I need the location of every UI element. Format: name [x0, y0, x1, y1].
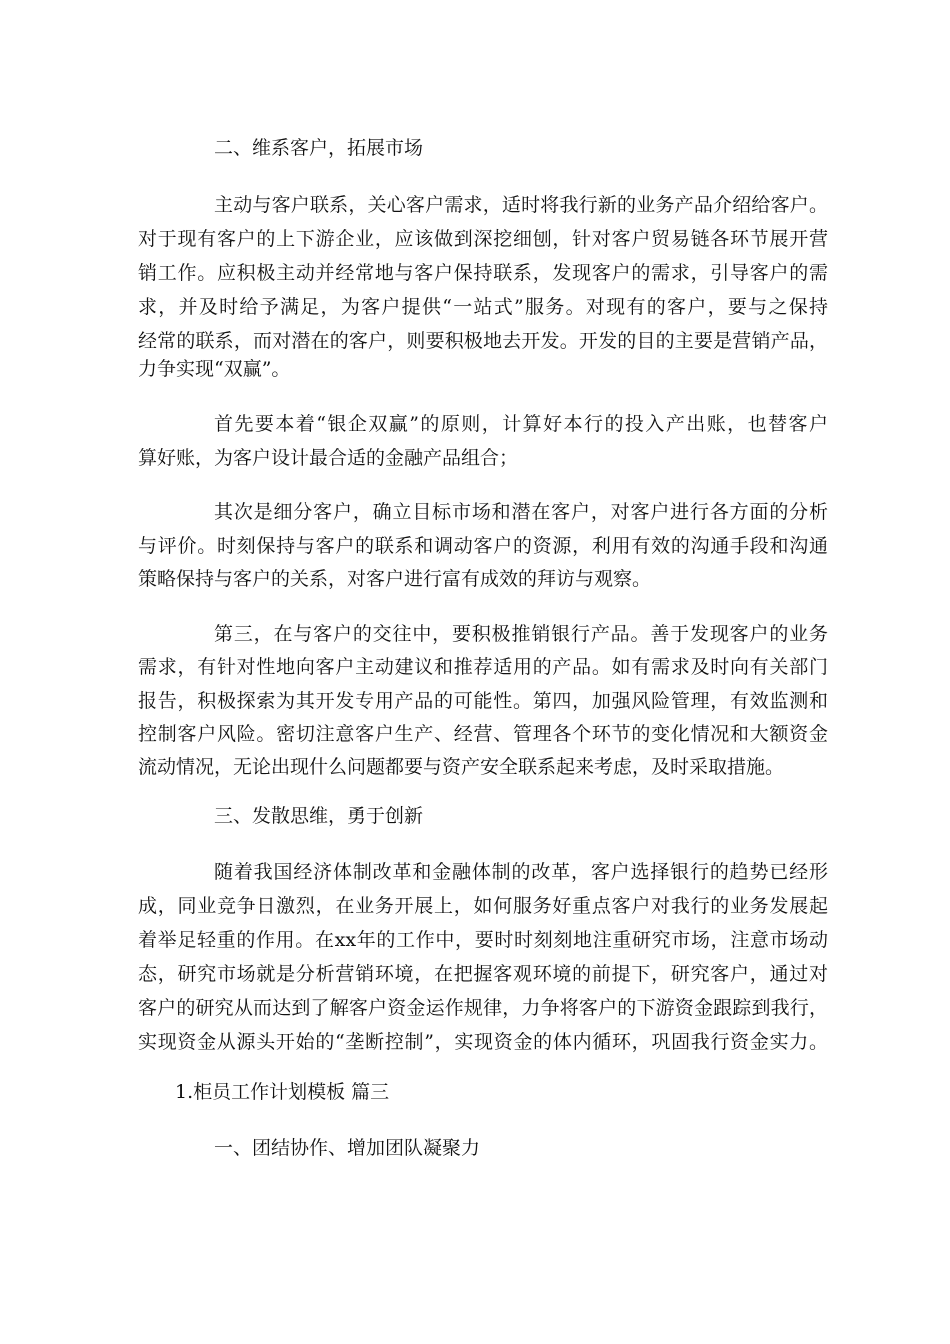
paragraph-line: 随着我国经济体制改革和金融体制的改革，客户选择银行的趋势已经形	[214, 861, 828, 883]
paragraph-line: 成，同业竞争日激烈，在业务开展上，如何服务好重点客户对我行的业务发展起	[138, 895, 828, 917]
section-heading: 二、维系客户，拓展市场	[214, 137, 424, 159]
paragraph-line: 对于现有客户的上下游企业，应该做到深挖细刨，针对客户贸易链各环节展开营	[138, 228, 828, 250]
paragraph-line: 力争实现“双赢”。	[138, 358, 291, 380]
paragraph-line: 需求，有针对性地向客户主动建议和推荐适用的产品。如有需求及时向有关部门	[138, 656, 828, 678]
paragraph-line: 与评价。时刻保持与客户的联系和调动客户的资源，利用有效的沟通手段和沟通	[138, 535, 828, 557]
paragraph-line: 策略保持与客户的关系，对客户进行富有成效的拜访与观察。	[138, 568, 652, 590]
paragraph-line: 求，并及时给予满足，为客户提供“一站式”服务。对现有的客户，要与之保持	[138, 296, 828, 318]
paragraph-line: 算好账，为客户设计最合适的金融产品组合；	[138, 447, 519, 469]
document-subtitle: 1.柜员工作计划模板 篇三	[175, 1081, 390, 1103]
paragraph-line: 控制客户风险。密切注意客户生产、经营、管理各个环节的变化情况和大额资金	[138, 723, 828, 745]
paragraph-line: 着举足轻重的作用。在xx年的工作中，要时时刻刻地注重研究市场，注意市场动	[138, 929, 828, 951]
paragraph-line: 其次是细分客户，确立目标市场和潜在客户，对客户进行各方面的分析	[214, 501, 828, 523]
paragraph-line: 报告，积极探索为其开发专用产品的可能性。第四，加强风险管理，有效监测和	[138, 690, 828, 712]
paragraph-line: 态，研究市场就是分析营销环境，在把握客观环境的前提下，研究客户，通过对	[138, 963, 828, 985]
paragraph-line: 流动情况，无论出现什么问题都要与资产安全联系起来考虑，及时采取措施。	[138, 756, 785, 778]
paragraph-line: 首先要本着“银企双赢”的原则，计算好本行的投入产出账，也替客户	[214, 413, 828, 435]
paragraph-line: 第三，在与客户的交往中，要积极推销银行产品。善于发现客户的业务	[214, 623, 828, 645]
paragraph-line: 客户的研究从而达到了解客户资金运作规律，力争将客户的下游资金跟踪到我行，	[138, 997, 828, 1019]
section-heading: 三、发散思维，勇于创新	[214, 805, 424, 827]
paragraph-line: 销工作。应积极主动并经常地与客户保持联系，发现客户的需求，引导客户的需	[138, 262, 828, 284]
paragraph-line: 实现资金从源头开始的“垄断控制”，实现资金的体内循环，巩固我行资金实力。	[138, 1031, 828, 1053]
paragraph-line: 主动与客户联系，关心客户需求，适时将我行新的业务产品介绍给客户。	[214, 194, 828, 216]
paragraph-line: 经常的联系，而对潜在的客户，则要积极地去开发。开发的目的主要是营销产品，	[138, 330, 828, 352]
section-heading: 一、团结协作、增加团队凝聚力	[214, 1137, 481, 1159]
